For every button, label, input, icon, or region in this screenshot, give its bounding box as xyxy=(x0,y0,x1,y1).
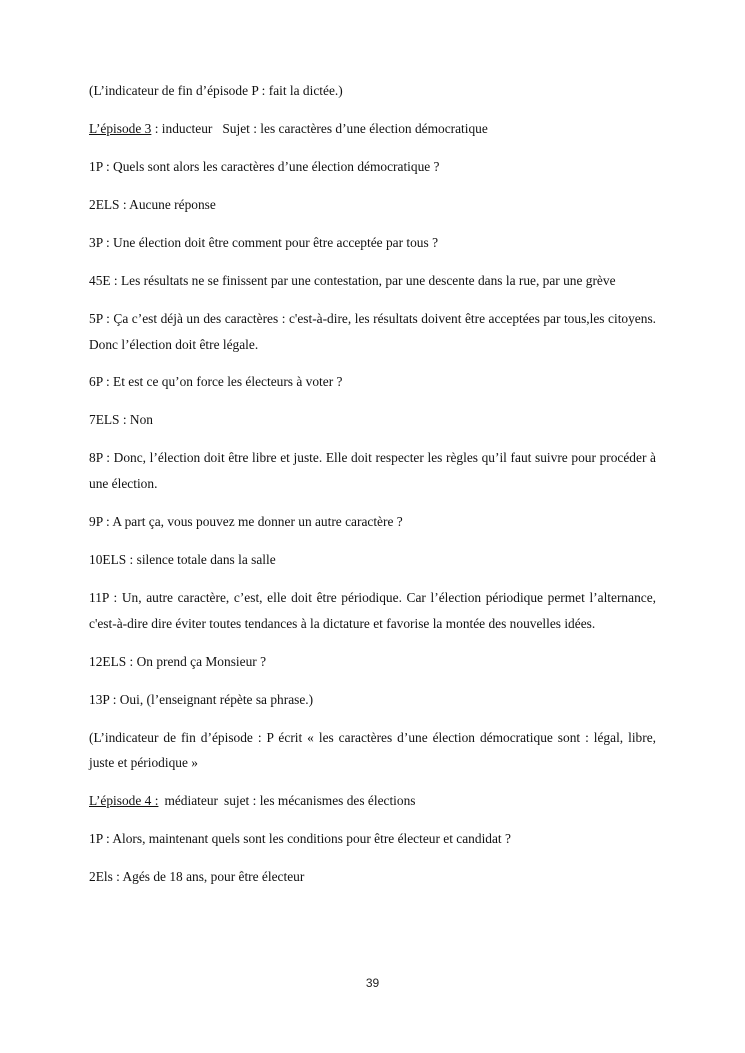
episode-4-label: L’épisode 4 : xyxy=(89,793,159,809)
episode-4-subject: sujet : les mécanismes des élections xyxy=(223,793,416,809)
document-page xyxy=(89,78,656,902)
episode-3-heading xyxy=(89,116,656,142)
paragraph-3p: 3P : Une élection doit être comment pour être acceptée par tous ? xyxy=(89,234,439,250)
paragraph-8p: 8P : Donc, l’élection doit être libre et juste. Elle doit respecter les règles qu’il faut suivre pour procéder à une élection. xyxy=(89,450,656,492)
paragraph-7els: 7ELS : Non xyxy=(89,412,153,428)
episode-3-subject: Sujet : les caractères d’une élection démocratique xyxy=(222,120,488,136)
paragraph-end-indicator-2: (L’indicateur de fin d’épisode : P écrit « les caractères d’une élection démocratique sont : légal, libre, juste et périodique » xyxy=(89,729,656,771)
paragraph-9p: 9P : A part ça, vous pouvez me donner un autre caractère ? xyxy=(89,514,403,530)
paragraph-13p: 13P : Oui, (l’enseignant répète sa phrase.) xyxy=(89,691,314,707)
paragraph-episode4-1p: 1P : Alors, maintenant quels sont les conditions pour être électeur et candidat ? xyxy=(89,831,511,847)
page-number: 39 xyxy=(365,976,380,990)
paragraph-end-indicator-1: (L’indicateur de fin d’épisode P : fait la dictée.) xyxy=(89,83,343,98)
paragraph-10els: 10ELS : silence totale dans la salle xyxy=(89,552,276,568)
paragraph-2els: 2ELS : Aucune réponse xyxy=(89,196,216,212)
paragraph-6p: 6P : Et est ce qu’on force les électeurs à voter ? xyxy=(89,374,343,390)
episode-4-heading xyxy=(89,788,656,814)
paragraph-5p: 5P : Ça c’est déjà un des caractères : c'est-à-dire, les résultats doivent être acceptées par tous,les citoyens. Donc l’élection doit être légale. xyxy=(89,310,656,352)
paragraph-45e: 45E : Les résultats ne se finissent par une contestation, par une descente dans la rue, par une grève xyxy=(89,272,616,288)
paragraph-episode4-2els: 2Els : Agés de 18 ans, pour être électeur xyxy=(89,869,305,885)
episode-4-role: médiateur xyxy=(164,793,218,809)
paragraph-12els: 12ELS : On prend ça Monsieur ? xyxy=(89,653,267,669)
paragraph-11p: 11P : Un, autre caractère, c’est, elle doit être périodique. Car l’élection périodique permet l’alternance, c'est-à-dire dire éviter toutes tendances à la dictature et favorise la montée des nouvelles idées. xyxy=(89,590,656,631)
episode-3-role: : inducteur xyxy=(154,120,213,136)
paragraph-1p: 1P : Quels sont alors les caractères d’une élection démocratique ? xyxy=(89,158,440,174)
episode-3-label: L’épisode 3 xyxy=(89,120,152,136)
